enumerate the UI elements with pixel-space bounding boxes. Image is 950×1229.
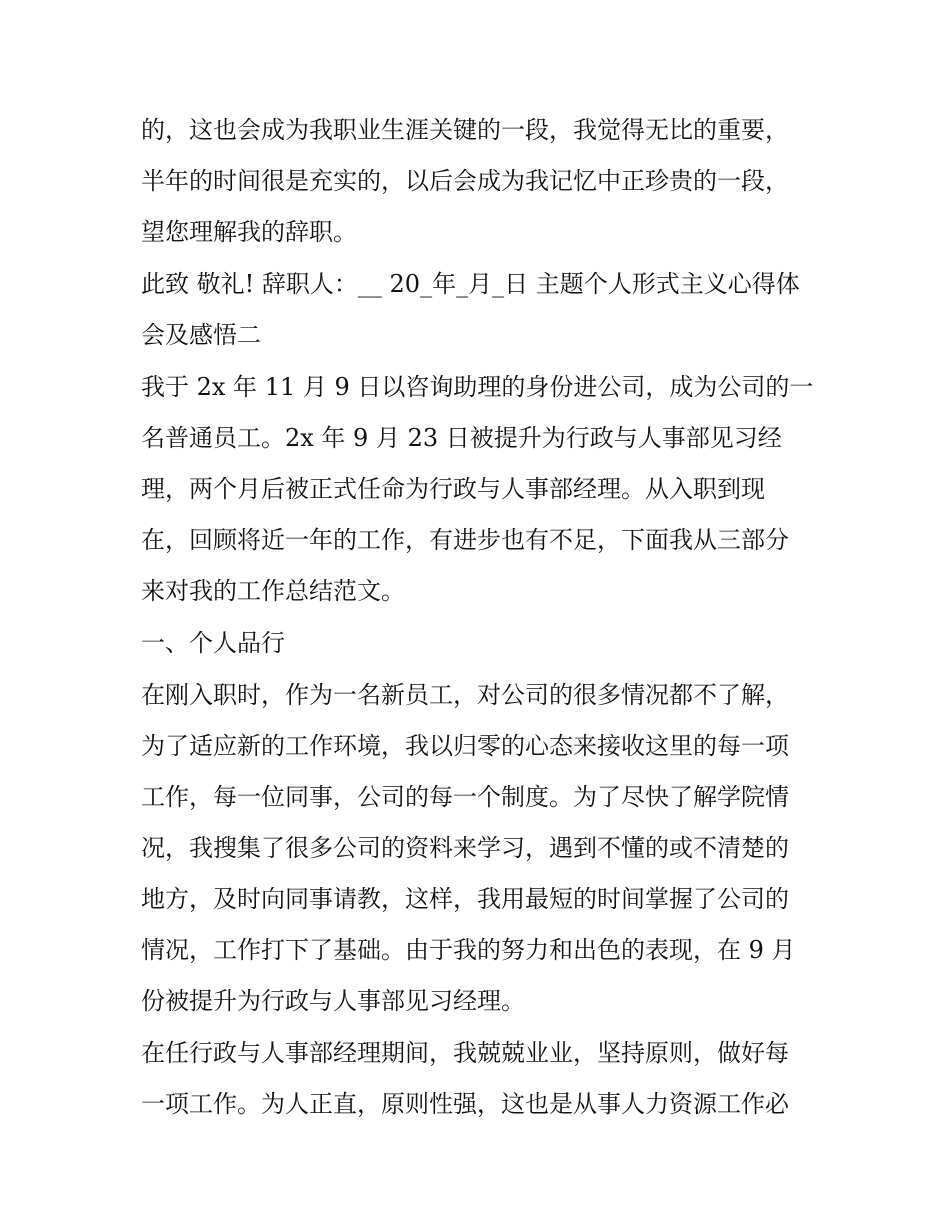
paragraph (141, 670, 841, 1027)
text-line: 在，回顾将近一年的工作，有进步也有不足，下面我从三部分 (141, 526, 789, 554)
text-line: 会及感悟二 (141, 321, 261, 349)
section-heading (141, 618, 841, 669)
text-line: 份被提升为行政与人事部见习经理。 (141, 987, 525, 1015)
paragraph (141, 259, 841, 361)
text-line: 情况，工作打下了基础。由于我的努力和出色的表现，在 9 月 (141, 936, 796, 964)
text-line: 为了适应新的工作环境，我以归零的心态来接收这里的每一项 (141, 732, 789, 760)
paragraph (141, 362, 841, 617)
paragraph (141, 1028, 841, 1130)
text-line: 望您理解我的辞职。 (141, 218, 357, 246)
text-line: 在任行政与人事部经理期间，我兢兢业业，坚持原则，做好每 (141, 1039, 789, 1067)
text-line: 半年的时间很是充实的，以后会成为我记忆中正珍贵的一段， (141, 167, 789, 195)
text-line: 我于 2x 年 11 月 9 日以咨询助理的身份进公司，成为公司的一 (141, 373, 814, 401)
text-line: 一项工作。为人正直，原则性强，这也是从事人力资源工作必 (141, 1090, 789, 1118)
text-line: 一、个人品行 (141, 629, 285, 657)
text-line: 名普通员工。2x 年 9 月 23 日被提升为行政与人事部见习经 (141, 424, 782, 452)
document-body (141, 105, 841, 1130)
text-line: 况，我搜集了很多公司的资料来学习，遇到不懂的或不清楚的 (141, 834, 789, 862)
text-line: 的，这也会成为我职业生涯关键的一段，我觉得无比的重要， (141, 116, 789, 144)
text-line: 此致 敬礼! 辞职人：__ 20_年_月_日 主题个人形式主义心得体 (141, 270, 800, 298)
text-line: 理，两个月后被正式任命为行政与人事部经理。从入职到现 (141, 475, 765, 503)
text-line: 在刚入职时，作为一名新员工，对公司的很多情况都不了解， (141, 681, 789, 709)
text-line: 工作，每一位同事，公司的每一个制度。为了尽快了解学院情 (141, 783, 789, 811)
text-line: 来对我的工作总结范文。 (141, 577, 405, 605)
paragraph (141, 105, 841, 258)
text-line: 地方，及时向同事请教，这样，我用最短的时间掌握了公司的 (141, 885, 789, 913)
